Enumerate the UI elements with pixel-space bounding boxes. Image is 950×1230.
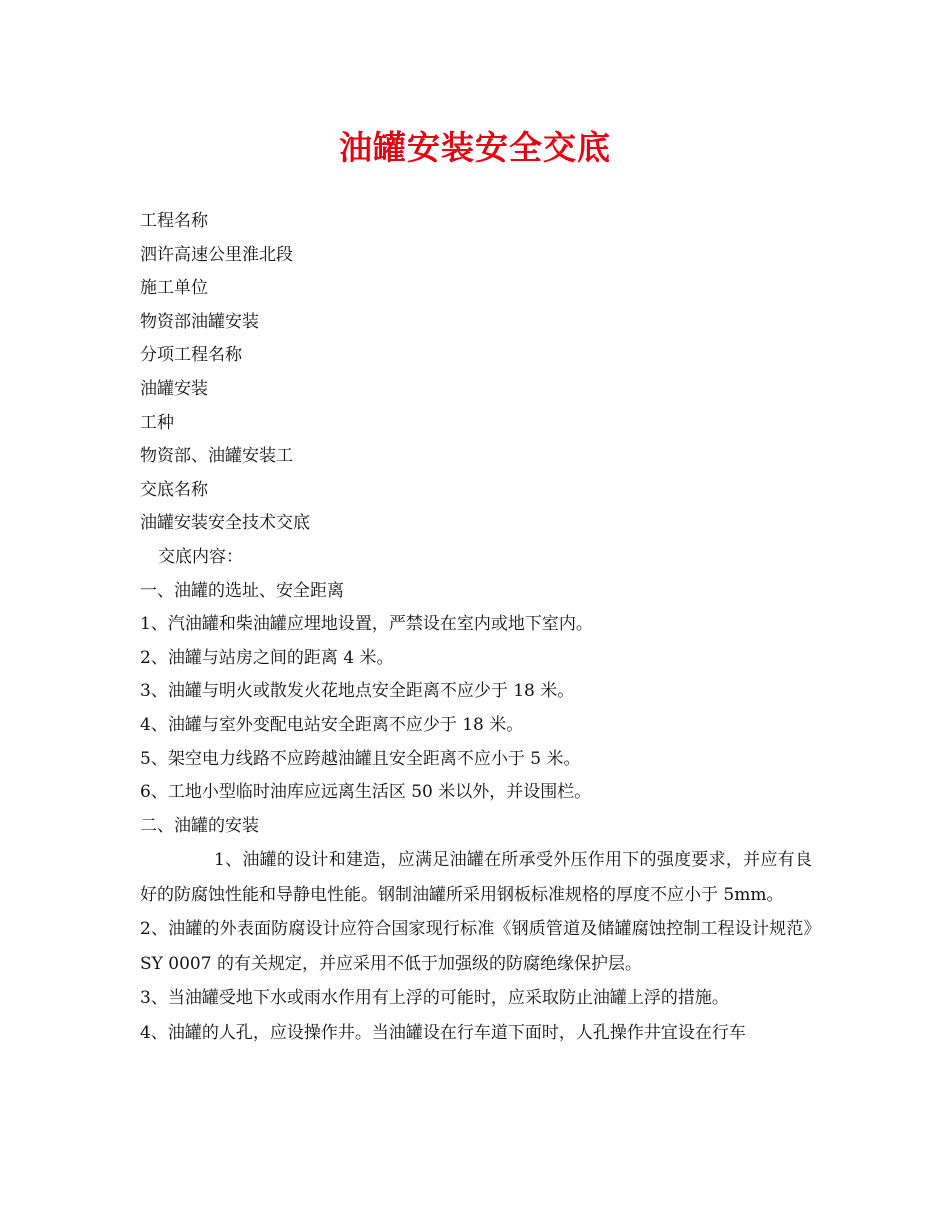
list-item: 4、油罐与室外变配电站安全距离不应少于 18 米。	[140, 714, 524, 735]
list-item: 1、汽油罐和柴油罐应埋地设置，严禁设在室内或地下室内。	[140, 614, 593, 635]
document-body	[140, 205, 812, 1050]
document-title: 油罐安装安全交底	[339, 128, 611, 167]
header-line: 施工单位	[140, 278, 208, 299]
paragraph: 1、油罐的设计和建造，应满足油罐在所承受外压作用下的强度要求，并应有良好的防腐蚀性能和导静电性能。钢制油罐所采用钢板标准规格的厚度不应小于 5mm。	[140, 850, 812, 905]
section-heading: 二、油罐的安装	[140, 815, 259, 836]
content-label: 交底内容：	[158, 546, 243, 567]
header-line: 油罐安装安全技术交底	[140, 513, 310, 534]
header-line: 工种	[140, 412, 174, 433]
header-line: 交底名称	[140, 479, 208, 500]
paragraph: 4、油罐的人孔，应设操作井。当油罐设在行车道下面时，人孔操作井宜设在行车	[140, 1022, 746, 1043]
list-item: 3、油罐与明火或散发火花地点安全距离不应少于 18 米。	[140, 681, 575, 702]
header-line: 分项工程名称	[140, 345, 242, 366]
header-line: 油罐安装	[140, 378, 208, 399]
header-line: 泗许高速公里淮北段	[140, 244, 293, 265]
list-item: 2、油罐与站房之间的距离 4 米。	[140, 647, 394, 668]
header-line: 工程名称	[140, 211, 208, 231]
list-item: 5、架空电力线路不应跨越油罐且安全距离不应小于 5 米。	[140, 748, 581, 769]
list-item: 6、工地小型临时油库应远离生活区 50 米以外，并设围栏。	[140, 782, 592, 803]
header-line: 物资部油罐安装	[140, 311, 259, 332]
paragraph: 3、当油罐受地下水或雨水作用有上浮的可能时，应采取防止油罐上浮的措施。	[140, 988, 729, 1009]
section-heading: 一、油罐的选址、安全距离	[140, 580, 344, 601]
paragraph: 2、油罐的外表面防腐设计应符合国家现行标准《钢质管道及储罐腐蚀控制工程设计规范》SY 0007 的有关规定，并应采用不低于加强级的防腐绝缘保护层。	[140, 919, 812, 974]
header-line: 物资部、油罐安装工	[140, 446, 293, 467]
